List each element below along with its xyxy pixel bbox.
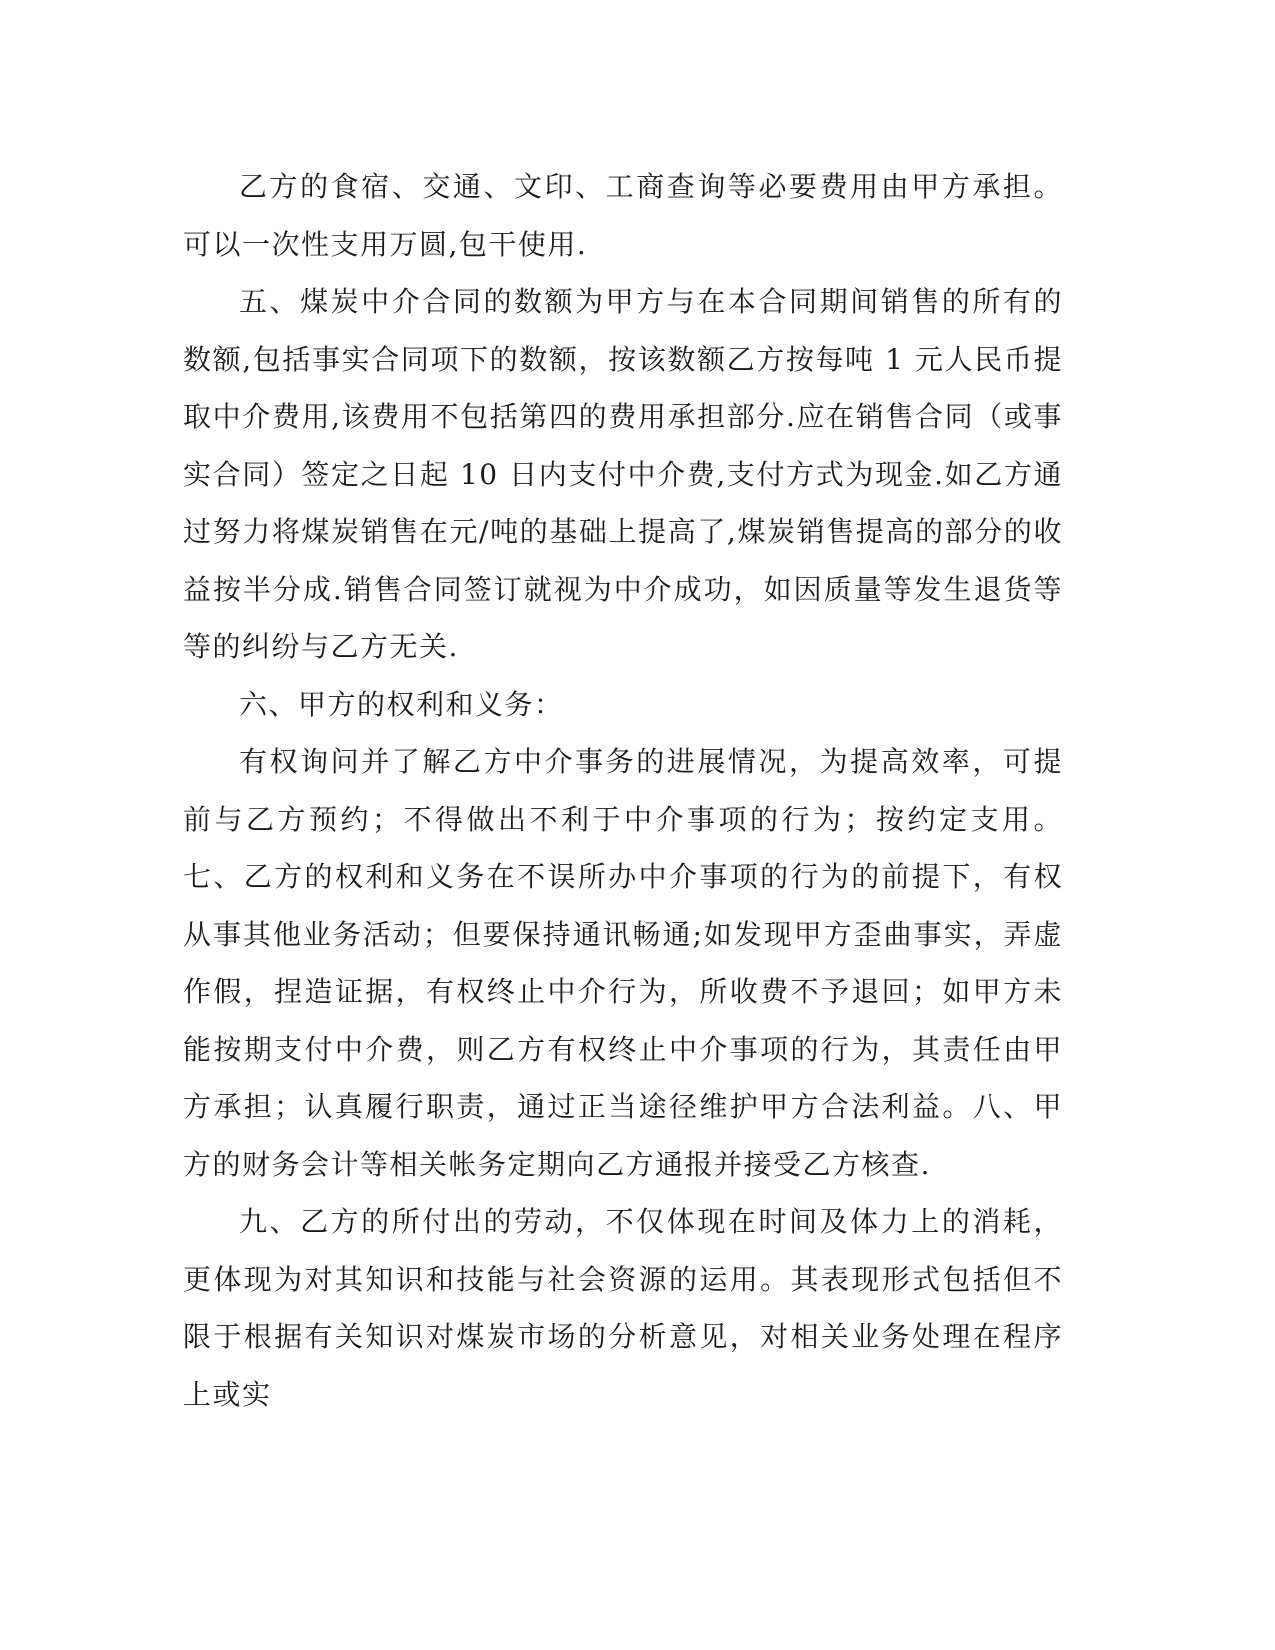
paragraph-clause-9: 九、乙方的所付出的劳动，不仅体现在时间及体力上的消耗，更体现为对其知识和技能与社会资源的运用。其表现形式包括但不限于根据有关知识对煤炭市场的分析意见，对相关业务处理在程序上或实 (183, 1205, 1063, 1411)
document-body (183, 158, 1063, 1423)
paragraph-expenses: 乙方的食宿、交通、文印、工商查询等必要费用由甲方承担。可以一次性支用万圆,包干使用. (183, 170, 1063, 261)
paragraph-clause-5: 五、煤炭中介合同的数额为甲方与在本合同期间销售的所有的数额,包括事实合同项下的数额，按该数额乙方按每吨 1 元人民币提取中介费用,该费用不包括第四的费用承担部分.应在销售合同（或事实合同）签定之日起 10 日内支付中介费,支付方式为现金.如乙方通过努力将煤炭销售在元/吨的基础上提高了,煤炭销售提高的部分的收益按半分成.销售合同签订就视为中介成功，如因质量等发生退货等等的纠纷与乙方无关. (183, 285, 1063, 663)
paragraph-clause-6-7-8: 有权询问并了解乙方中介事务的进展情况，为提高效率，可提前与乙方预约；不得做出不利于中介事项的行为；按约定支用。七、乙方的权利和义务在不误所办中介事项的行为的前提下，有权从事其他业务活动；但要保持通讯畅通;如发现甲方歪曲事实，弄虚作假，捏造证据，有权终止中介行为，所收费不予退回；如甲方未能按期支付中介费，则乙方有权终止中介事项的行为，其责任由甲方承担；认真履行职责，通过正当途径维护甲方合法利益。八、甲方的财务会计等相关帐务定期向乙方通报并接受乙方核查. (183, 745, 1063, 1181)
paragraph-clause-6-heading: 六、甲方的权利和义务： (239, 687, 564, 721)
